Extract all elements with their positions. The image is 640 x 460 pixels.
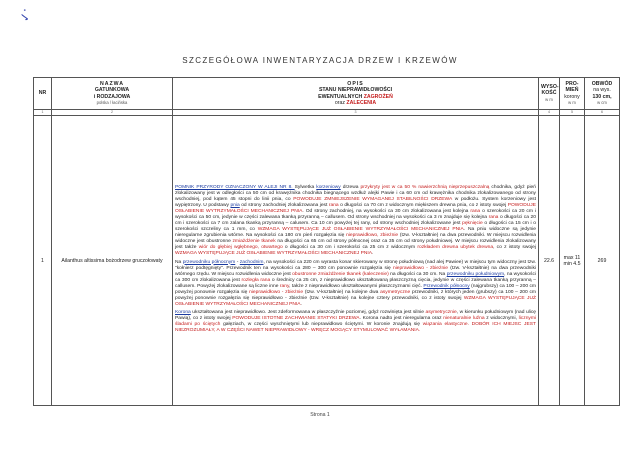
- col-header-desc-l3b: ZAGROŻEŃ: [363, 93, 393, 100]
- desc-p2-segment: rozległa rana: [241, 277, 271, 283]
- desc-p1-segment: drzewa: [340, 184, 361, 190]
- desc-p2-segment: przewodniku północnym: [182, 259, 236, 265]
- desc-p1-segment: .: [372, 251, 374, 257]
- desc-p1-segment: POWODUJE OSŁABIENIE WYTRZYMAŁOŚCI MECHANICZNEJ PNIA: [175, 203, 536, 215]
- desc-p3-segment: ukształtowana jest nieprawidłowo. Jest zdeformowana w płaszczyźnie poziomej, gdyż rozwinięta jest silnie: [190, 309, 426, 315]
- desc-p1-segment: rana: [328, 203, 339, 209]
- desc-p1-segment: rozkładem drewna ubytek drewna: [417, 245, 494, 251]
- desc-p1-segment: pęknięcie: [462, 221, 483, 227]
- colnum-2: 2: [52, 110, 173, 116]
- desc-p1-segment: wiór do głębiej wgłębnego, otwartego: [198, 245, 283, 251]
- row-height: 22.6: [539, 116, 560, 406]
- desc-p1-segment: przykryty jest w ca 50 % nawierzchnią nieprzepuszczalną: [360, 184, 490, 190]
- desc-p3-segment: , w kierunku południowym (nad ulicę Pawią), co z istoty swojej: [175, 309, 536, 321]
- colnum-5: 5: [560, 110, 585, 116]
- col-header-desc-l4a: oraz: [334, 99, 347, 106]
- document-title: SZCZEGÓŁOWA INWENTARYZACJA DRZEW I KRZEWÓW: [182, 56, 458, 65]
- desc-p1-segment: chodnika, gdyż pień zlokalizowany jest w odległości ca 50 cm od krawężnika chodnika biegnącego wzdłuż alejki Pawie i ca 60 cm od krawężnika chodnika zlokalizowanego od strony wschodniej, pod kątem 45 stopni do linii pnia, co: [175, 184, 536, 203]
- desc-p3-segment: z widocznymi,: [484, 315, 519, 321]
- col-header-circ: [585, 78, 620, 110]
- desc-paragraph-1: [175, 185, 536, 258]
- desc-paragraph-3: [175, 310, 536, 334]
- colnum-3: 3: [173, 110, 539, 116]
- col-header-desc-l1: OPIS: [347, 80, 364, 87]
- desc-p1-segment: na długości ca 65 cm od strony północnej oraz ca 35 cm od strony południowej. W miejscu rozwidlenia zlokalizowany jest także: [175, 239, 536, 251]
- desc-p3-segment: Korona: [175, 309, 191, 315]
- col-header-desc-l2: STANU NIEPRAWIDŁOWOŚCI: [318, 87, 393, 94]
- row-nr: 1: [34, 116, 52, 406]
- desc-p2-segment: Przewodnik północny: [423, 283, 470, 289]
- page-footer: Strona 1: [310, 412, 330, 418]
- col-header-circ-l2: na wys.: [593, 87, 611, 94]
- col-header-crown-l2: MIEŃ: [565, 87, 579, 94]
- desc-p2-segment: (tzw. V-kształtnie) na kolejne dwa: [303, 289, 381, 295]
- row-description: [173, 116, 539, 406]
- desc-p1-segment: rana: [470, 209, 481, 215]
- row-species: Ailanthus altissima bożodrzew gruczołowaty: [52, 116, 173, 406]
- col-header-height-sub: w m: [545, 96, 553, 102]
- desc-p2-segment: WZMAGA WYSTĘPUJĄCE JUŻ OSŁABIENIE WYTRZYMAŁOŚCI MECHANICZNEJ PNIA: [175, 295, 536, 307]
- col-header-desc-l4: [175, 100, 536, 106]
- desc-p2-segment: asymetryczne: [380, 289, 411, 295]
- col-header-species: [52, 78, 173, 110]
- desc-p1-segment: . Od strony zachodniej, na wysokości ca 30 cm zlokalizowana jest kolejna: [302, 209, 471, 215]
- desc-p2-segment: (tzw. V-kształtnie) na dwa przewodniki wtórnego rzędu. W miejscu rozwidlenia widoczne jest: [175, 265, 536, 277]
- desc-p2-segment: Na: [175, 259, 183, 265]
- desc-p1-segment: POWODUJE ZMNIEJSZENIE WYMAGANEJ STABILNOŚCI DRZEWA: [293, 197, 452, 203]
- desc-p2-segment: nieprawidłowo - zbieżnie: [393, 265, 448, 271]
- desc-p1-segment: zmiażdżenie tkanek: [232, 239, 276, 245]
- table-header-row: [34, 78, 620, 110]
- col-header-desc: [173, 78, 539, 110]
- desc-p1-segment: WZMAGA WYSTĘPUJĄCE JUŻ OSŁABIENIE WYTRZYMAŁOŚCI MECHANICZNEJ PNIA: [257, 227, 464, 233]
- col-header-crown-l1: PRO-: [565, 80, 579, 87]
- col-header-species-l1: NAZWA: [99, 80, 125, 87]
- desc-p1-segment: o długości ca 70 cm z widocznym miękiszem drewna pnia, co z istoty swojej: [338, 203, 508, 209]
- desc-p1-segment: od strony zachodniej zlokalizowana jest: [239, 203, 329, 209]
- col-header-circ-sub: w cm: [597, 99, 607, 105]
- colnum-4: 4: [539, 110, 560, 116]
- col-header-height-l1: WYSO-: [541, 84, 559, 91]
- desc-p2-segment: o średnicy ca 25 cm, z nieprawidłowo ukształtowaną płaszczyzną cięcia, jedynie w części zalewana tkanką przyranną – callusem. Powyżej zlokalizowane są liczne inne: [175, 277, 536, 289]
- desc-p1-segment: (tzw. V-kształtnie) na dwa przewodniki. W miejscu rozwidlenia widoczne jest obustronne: [175, 233, 537, 245]
- col-header-crown-sub: w m: [568, 99, 576, 105]
- desc-p1-segment: , co z istoty swojej: [493, 245, 536, 251]
- desc-p2-segment: zachodnim: [239, 259, 264, 265]
- desc-p2-segment: obustronne zmiażdżenie tkanek (kaleczenie): [292, 271, 389, 277]
- desc-p1-segment: nieprawidłowo, zbieżnie: [346, 233, 399, 239]
- desc-p3-segment: . DOBÓR ICH MIEJSC JEST NIEZROZUMIAŁY, A W CZĘŚCI NAWET NIEPRAWIDŁOWY - WRĘCZ MOGĄCY STYMULOWAĆ WYŁAMANIA.: [175, 321, 536, 334]
- desc-p2-segment: , na wysokości ca 220 cm wyrasta konar skierowany w stronę południową (nad alej Pawiee) w miejscu tym widoczny jest tzw. "kołnierz podtęgnięty". Przewodnik ten na wysokości ca 280 – 300 cm ponownie rozgałęzia się: [175, 259, 536, 271]
- col-header-height: [539, 78, 560, 110]
- col-header-circ-l3: 130 cm,: [592, 93, 612, 100]
- desc-p1-segment: o długości ca 15 cm i o szerokości szczeliny ca 1 mm, co: [175, 221, 536, 233]
- desc-p1-segment: o długości ca 20 cm i szerokości ca 7 cm zalana tkanką przyranną – calusem. Ca 10 cm powyżej tej rany, od strony wschodniej zlokalizowane jest: [175, 215, 536, 227]
- desc-p2-segment: rany: [279, 283, 290, 289]
- col-header-desc-l3a: EWENTUALNYCH: [318, 93, 364, 100]
- desc-p1-segment: Sylwetka: [294, 184, 317, 190]
- desc-p1-segment: o szerokości ca 20 cm i wysokości ca 50 cm, jedynie w części zalewana tkanką przyranną – callusem. Od strony wschodniej na wysokości ca 3 m znajduje się kolejna: [175, 209, 537, 221]
- desc-p3-segment: . Korona nadto jest nieregularna oraz: [359, 315, 444, 321]
- handwritten-note: ✓·: [18, 8, 32, 22]
- row-circ: 269: [585, 116, 620, 406]
- col-header-desc-l4b: ZALECENIA: [346, 99, 377, 106]
- desc-p2-segment: przewodniki, z których jeden (grubszy) ca 100 – 200 cm powyżej ponownie rozgałęzia się nieprawidłowo - zbieżnie (tzw. V-kształtnie) na kolejne cztery przewodniki, co z istoty swojej: [175, 289, 536, 301]
- col-header-species-l3: i RODZAJOWA: [93, 93, 131, 100]
- desc-p2-segment: na długości ca 30 cm. Na: [388, 271, 447, 277]
- desc-p2-segment: -: [235, 259, 240, 265]
- desc-p3-segment: wiązania elastyczne: [422, 321, 468, 327]
- desc-p1-segment: rana: [488, 215, 499, 221]
- col-header-circ-l1: OBWÓD: [591, 80, 613, 87]
- desc-p2-segment: przewodniku południowym: [446, 271, 505, 277]
- col-header-nr: NR: [34, 78, 52, 110]
- desc-p1-segment: pnia: [230, 203, 240, 209]
- desc-p3-segment: POWODUJE ISTOTNE ZACHWIANIE STATYKI DRZEWA: [232, 315, 360, 321]
- inventory-table: [33, 77, 620, 406]
- col-header-species-sub: polska / łacińska: [96, 99, 128, 105]
- row-crown: max 11 min 4.5: [560, 116, 585, 406]
- col-header-species-l2: GATUNKOWA: [94, 87, 130, 94]
- desc-p2-segment: (najgrubszy) ca 100 – 200 cm powyżej ponownie rozgałęzia się: [175, 283, 536, 295]
- desc-paragraph-2: [175, 260, 536, 308]
- col-header-crown: [560, 78, 585, 110]
- desc-p3-segment: licznymi śladami po ściętych: [175, 315, 537, 327]
- desc-p2-segment: , na wysokości ca 300 cm zlokalizowana jest: [175, 271, 536, 283]
- desc-p1-segment: o długości ca 30 cm i szerokości ca 25 cm z widocznym: [282, 245, 418, 251]
- desc-p2-segment: , także z nieprawidłowo ukształtowanymi płaszczyznami cięć.: [289, 283, 424, 289]
- desc-p1-segment: korzeniowy: [316, 184, 341, 190]
- desc-p3-segment: nienaturalnie luźna: [443, 315, 485, 321]
- col-header-crown-l3: korony: [564, 93, 580, 100]
- desc-p3-segment: gałęziach, w części wyschniętymi lub nieprawidłowo ściętymi. W koronie znajdują się: [220, 321, 423, 327]
- col-header-height-l2: KOŚĆ: [541, 90, 557, 97]
- table-row: [34, 116, 620, 406]
- desc-p1-segment: WZMAGA WYSTĘPUJĄCE JUŻ OSŁABIENIE WYTRZYMAŁOŚCI MECHANICZNEJ PNIA: [175, 251, 373, 257]
- colnum-1: 1: [34, 110, 52, 116]
- desc-p1-segment: POMNIK PRZYRODY OZNACZONY W ALEJI NR 8.: [175, 184, 295, 190]
- desc-p1-segment: . Na pniu widoczne są jedynie nieregularne zgrubienia wtórne. Na wysokości ca 180 cm pień rozgałęzia się: [175, 227, 537, 239]
- desc-p3-segment: asymetrycznie: [425, 309, 457, 315]
- desc-p1-segment: w podłożu. System korzeniowy jest wypiętrzony. U podstawy: [175, 197, 536, 209]
- desc-p2-segment: .: [300, 301, 302, 307]
- desc-p2-segment: nieprawidłowo - zbieżnie: [249, 289, 304, 295]
- colnum-6: 6: [585, 110, 620, 116]
